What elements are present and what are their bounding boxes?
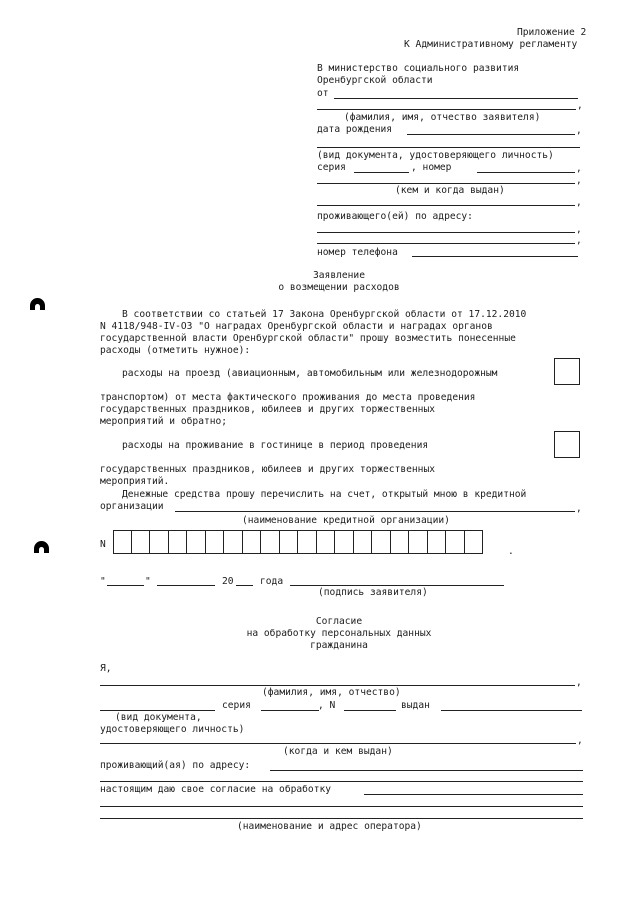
intro-line: В соответствии со статьей 17 Закона Оренбургской области от 17.12.2010 [122,309,527,320]
intro-line: государственной власти Оренбургской области" прошу возместить понесенные [100,333,516,344]
comma: , [576,235,582,246]
consent-operator-hint: (наименование и адрес оператора) [237,821,422,832]
account-digit-cell[interactable] [280,530,299,554]
consent-operator-field-3[interactable] [100,818,583,819]
from-field[interactable] [334,98,578,99]
option-travel-text: мероприятий и обратно; [100,416,228,427]
addressee-line-1: В министерство социального развития [317,63,520,74]
account-number-cells[interactable] [113,530,483,554]
address-field-1[interactable] [317,232,575,233]
comma: , [576,197,582,208]
consent-issued-label: выдан [401,700,430,711]
consent-operator-field[interactable] [364,794,583,795]
phone-label: номер телефона [317,247,398,258]
consent-title: Согласие [315,616,363,627]
option-hotel-text: мероприятий. [100,476,170,487]
issued-field-2[interactable] [317,205,575,206]
travel-expenses-checkbox[interactable] [554,358,580,385]
date-year-field[interactable] [236,585,253,586]
account-digit-cell[interactable] [354,530,373,554]
consent-subtitle: на обработку персональных данных [246,628,432,639]
consent-fio-field[interactable] [100,685,575,686]
application-title: Заявление [313,270,365,281]
date-day-field[interactable] [107,585,144,586]
account-digit-cell[interactable] [132,530,151,554]
bank-name-hint: (наименование кредитной организации) [242,515,450,526]
birth-date-label: дата рождения [317,124,393,135]
comma: , [576,224,582,235]
regulation-reference: К Административному регламенту [404,39,578,50]
address-field-2[interactable] [317,243,575,244]
consent-address-field-1[interactable] [270,770,583,771]
consent-issued-field[interactable] [441,710,582,711]
comma: , [577,100,583,111]
consent-number-field[interactable] [344,710,396,711]
signature-field[interactable] [290,585,504,586]
consent-residing-label: проживающий(ая) по адресу: [100,760,251,771]
consent-document-field[interactable] [100,710,215,711]
date-quote-close: " [145,576,151,587]
account-digit-cell[interactable] [169,530,188,554]
consent-series-label: серия [222,700,251,711]
bank-name-field[interactable] [175,511,575,512]
money-text: организации [100,501,164,512]
appendix-number: Приложение 2 [517,27,587,38]
fio-hint: (фамилия, имя, отчество заявителя) [344,112,541,123]
account-digit-cell[interactable] [243,530,262,554]
series-field[interactable] [354,172,409,173]
consent-document-hint: удостоверяющего личность) [100,724,245,735]
consent-document-hint: (вид документа, [115,712,202,723]
consent-subtitle-2: гражданина [310,640,368,651]
number-label: , номер [411,162,452,173]
account-digit-cell[interactable] [372,530,391,554]
account-digit-cell[interactable] [317,530,336,554]
account-digit-cell[interactable] [409,530,428,554]
consent-series-field[interactable] [261,710,319,711]
comma: , [576,125,582,136]
date-quote-open: " [100,576,106,587]
account-digit-cell[interactable] [206,530,225,554]
consent-issued-by-field[interactable] [100,743,576,744]
option-hotel-text: расходы на проживание в гостинице в период проведения [122,440,429,451]
consent-when-hint: (когда и кем выдан) [283,746,393,757]
consent-n-label: , N [318,700,336,711]
option-travel-text: государственных праздников, юбилеев и других торжественных [100,404,436,415]
date-month-field[interactable] [157,585,215,586]
hotel-expenses-checkbox[interactable] [554,431,580,458]
money-text: Денежные средства прошу перечислить на счет, открытый мною в кредитной [122,489,527,500]
account-number-label: N [100,539,106,550]
account-digit-cell[interactable] [335,530,354,554]
punch-hole-icon [34,541,49,553]
intro-line: N 4118/948-IV-ОЗ "О наградах Оренбургской области и наградах органов [100,321,493,332]
number-field[interactable] [477,172,575,173]
from-label: от [317,88,329,99]
birth-date-field[interactable] [407,134,575,135]
comma: , [576,503,582,514]
account-digit-cell[interactable] [391,530,410,554]
document-field[interactable] [317,147,580,148]
option-travel-text: транспортом) от места фактического проживания до места проведения [100,392,476,403]
account-digit-cell[interactable] [150,530,169,554]
account-digit-cell[interactable] [465,530,484,554]
consent-address-field-2[interactable] [100,781,583,782]
issued-field[interactable] [317,183,575,184]
intro-line: расходы (отметить нужное): [100,345,251,356]
date-year-prefix: 20 [222,576,234,587]
comma: , [576,677,582,688]
account-digit-cell[interactable] [224,530,243,554]
from-field-2[interactable] [317,109,576,110]
date-year-word: года [260,576,284,587]
account-digit-cell[interactable] [187,530,206,554]
option-hotel-text: государственных праздников, юбилеев и других торжественных [100,464,436,475]
residing-label: проживающего(ей) по адресу: [317,211,473,222]
consent-agree-text: настоящим даю свое согласие на обработку [100,784,332,795]
punch-hole-icon [30,298,45,310]
series-label: серия [317,162,346,173]
comma: , [576,163,582,174]
account-digit-cell[interactable] [261,530,280,554]
application-subtitle: о возмещении расходов [278,282,400,293]
signature-hint: (подпись заявителя) [318,587,428,598]
period: . [508,546,514,557]
account-digit-cell[interactable] [298,530,317,554]
phone-field[interactable] [412,256,578,257]
account-digit-cell[interactable] [446,530,465,554]
issued-hint: (кем и когда выдан) [395,185,505,196]
consent-i-label: Я, [100,663,112,674]
option-travel-text: расходы на проезд (авиационным, автомобильным или железнодорожным [122,368,498,379]
consent-fio-hint: (фамилия, имя, отчество) [262,687,401,698]
comma: , [577,735,583,746]
account-digit-cell[interactable] [428,530,447,554]
account-digit-cell[interactable] [113,530,132,554]
addressee-line-2: Оренбургской области [317,75,433,86]
comma: , [576,175,582,186]
consent-operator-field-2[interactable] [100,806,583,807]
document-hint: (вид документа, удостоверяющего личность) [317,150,554,161]
